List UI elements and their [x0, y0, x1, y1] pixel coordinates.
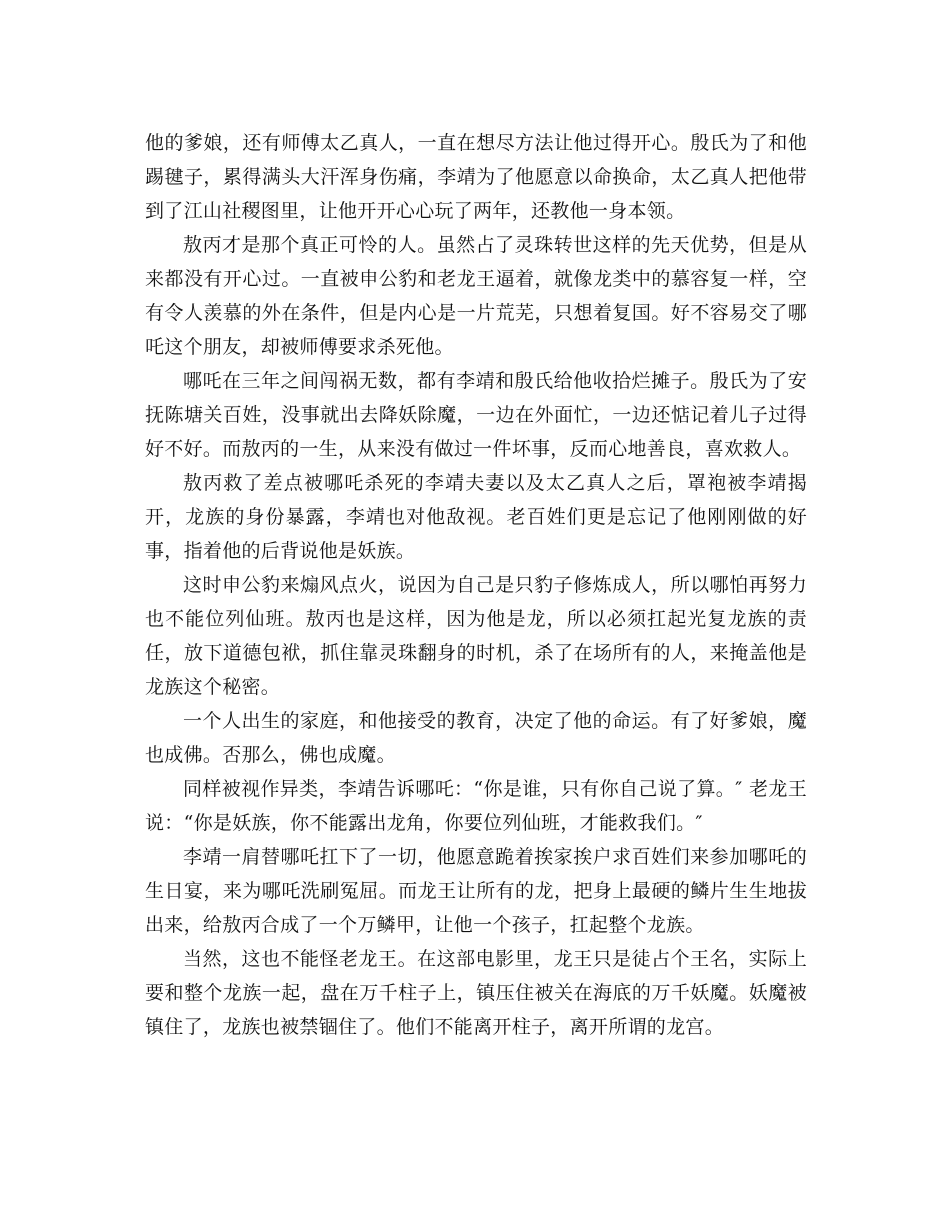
paragraph-2: 敖丙才是那个真正可怜的人。虽然占了灵珠转世这样的先天优势，但是从来都没有开心过。一直被申公豹和老龙王逼着，就像龙类中的慕容复一样，空有令人羡慕的外在条件，但是内心是一片荒芜，只想着复国。好不容易交了哪吒这个朋友，却被师傅要求杀死他。 — [145, 234, 807, 358]
document-body — [145, 126, 807, 1044]
paragraph-9: 当然，这也不能怪老龙王。在这部电影里，龙王只是徒占个王名，实际上要和整个龙族一起，盘在万千柱子上，镇压住被关在海底的万千妖魔。妖魔被镇住了，龙族也被禁锢住了。他们不能离开柱子，离开所谓的龙宫。 — [145, 948, 807, 1038]
paragraph-8: 李靖一肩替哪吒扛下了一切，他愿意跪着挨家挨户求百姓们来参加哪吒的生日宴，来为哪吒洗刷冤屈。而龙王让所有的龙，把身上最硬的鳞片生生地拔出来，给敖丙合成了一个万鳞甲，让他一个孩子，扛起整个龙族。 — [145, 846, 807, 936]
paragraph-1: 他的爹娘，还有师傅太乙真人，一直在想尽方法让他过得开心。殷氏为了和他踢毽子，累得满头大汗浑身伤痛，李靖为了他愿意以命换命，太乙真人把他带到了江山社稷图里，让他开开心心玩了两年，还教他一身本领。 — [145, 132, 807, 222]
paragraph-3: 哪吒在三年之间闯祸无数，都有李靖和殷氏给他收拾烂摊子。殷氏为了安抚陈塘关百姓，没事就出去降妖除魔，一边在外面忙，一边还惦记着儿子过得好不好。而敖丙的一生，从来没有做过一件坏事，反而心地善良，喜欢救人。 — [145, 370, 807, 460]
paragraph-7: 同样被视作异类，李靖告诉哪吒：“你是谁，只有你自己说了算。″ 老龙王说：“你是妖族，你不能露出龙角，你要位列仙班，才能救我们。″ — [145, 778, 807, 834]
paragraph-4: 敖丙救了差点被哪吒杀死的李靖夫妻以及太乙真人之后，罩袍被李靖揭开，龙族的身份暴露，李靖也对他敌视。老百姓们更是忘记了他刚刚做的好事，指着他的后背说他是妖族。 — [145, 472, 807, 562]
paragraph-6: 一个人出生的家庭，和他接受的教育，决定了他的命运。有了好爹娘，魔也成佛。否那么，佛也成魔。 — [145, 710, 807, 766]
paragraph-5: 这时申公豹来煽风点火，说因为自己是只豹子修炼成人，所以哪怕再努力也不能位列仙班。敖丙也是这样，因为他是龙，所以必须扛起光复龙族的责任，放下道德包袱，抓住靠灵珠翻身的时机，杀了在场所有的人，来掩盖他是龙族这个秘密。 — [145, 574, 807, 698]
